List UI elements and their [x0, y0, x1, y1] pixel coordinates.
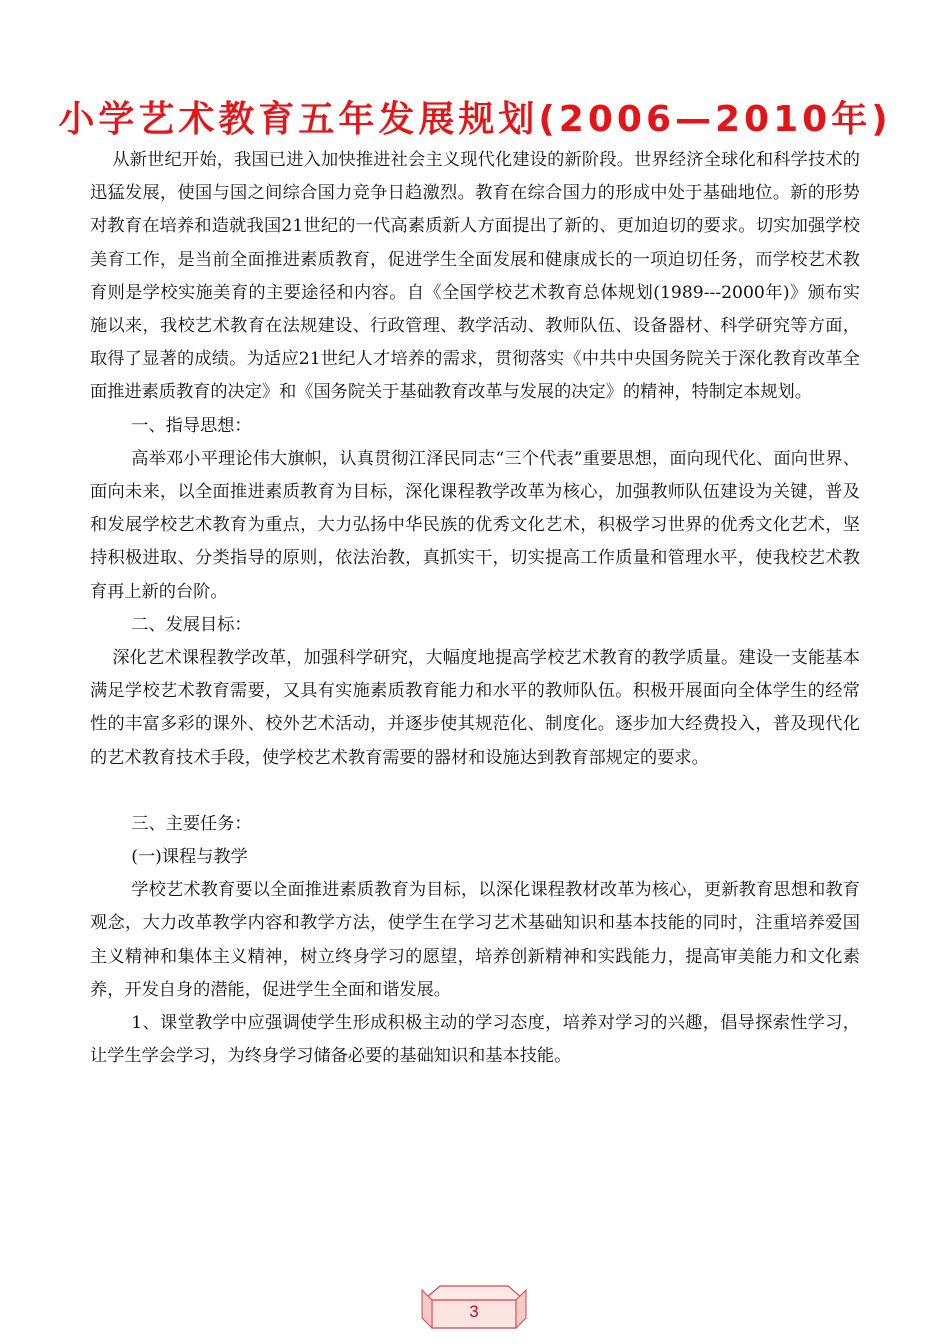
curriculum-paragraph: 学校艺术教育要以全面推进素质教育为目标，以深化课程教材改革为核心，更新教育思想和教育观念，大力改革教学内容和教学方法，使学生在学习艺术基础知识和基本技能的同时，注重培养爱国主义精神和集体主义精神，树立终身学习的愿望，培养创新精神和实践能力，提高审美能力和文化素养，开发自身的潜能，促进学生全面和谐发展。 [90, 880, 860, 1000]
subsection-heading-curriculum: (一)课程与教学 [131, 847, 248, 868]
section-heading-main-tasks: 三、主要任务： [131, 813, 252, 834]
page-number: 3 [469, 1302, 479, 1321]
section-heading-guiding-ideology: 一、指导思想： [131, 415, 252, 436]
intro-paragraph: 从新世纪开始，我国已进入加快推进社会主义现代化建设的新阶段。世界经济全球化和科学技术的迅猛发展，使国与国之间综合国力竞争日趋激烈。教育在综合国力的形成中处于基础地位。新的形势对教育在培养和造就我国21世纪的一代高素质新人方面提出了新的、更加迫切的要求。切实加强学校美育工作，是当前全面推进素质教育，促进学生全面发展和健康成长的一项迫切任务，而学校艺术教育则是学校实施美育的主要途径和内容。自《全国学校艺术教育总体规划(1989---2000年)》颁布实施以来，我校艺术教育在法规建设、行政管理、教学活动、教师队伍、设备器材、科学研究等方面，取得了显著的成绩。为适应21世纪人才培养的需求，贯彻落实《中共中央国务院关于深化教育改革全面推进素质教育的决定》和《国务院关于基础教育改革与发展的决定》的精神，特制定本规划。 [90, 150, 860, 403]
page-number-badge [418, 1280, 530, 1332]
development-goals-paragraph: 深化艺术课程教学改革，加强科学研究，大幅度地提高学校艺术教育的教学质量。建设一支能基本满足学校艺术教育需要，又具有实施素质教育能力和水平的教师队伍。积极开展面向全体学生的经常性的丰富多彩的课外、校外艺术活动，并逐步使其规范化、制度化。逐步加大经费投入，普及现代化的艺术教育技术手段，使学校艺术教育需要的器材和设施达到教育部规定的要求。 [90, 648, 860, 768]
section-heading-development-goals: 二、发展目标： [131, 614, 252, 635]
document-body [90, 144, 860, 1073]
document-title: 小学艺术教育五年发展规划(2006—2010年) [58, 99, 892, 140]
blank-line [90, 775, 860, 808]
classroom-teaching-paragraph: 1、课堂教学中应强调使学生形成积极主动的学习态度，培养对学习的兴趣，倡导探索性学习，让学生学会学习，为终身学习储备必要的基础知识和基本技能。 [90, 1013, 860, 1067]
guiding-ideology-paragraph: 高举邓小平理论伟大旗帜，认真贯彻江泽民同志“三个代表”重要思想，面向现代化、面向世界、面向未来，以全面推进素质教育为目标，深化课程教学改革为核心，加强教师队伍建设为关键，普及和发展学校艺术教育为重点，大力弘扬中华民族的优秀文化艺术，积极学习世界的优秀文化艺术，坚持积极进取、分类指导的原则，依法治教，真抓实干，切实提高工作质量和管理水平，使我校艺术教育再上新的台阶。 [90, 448, 860, 602]
